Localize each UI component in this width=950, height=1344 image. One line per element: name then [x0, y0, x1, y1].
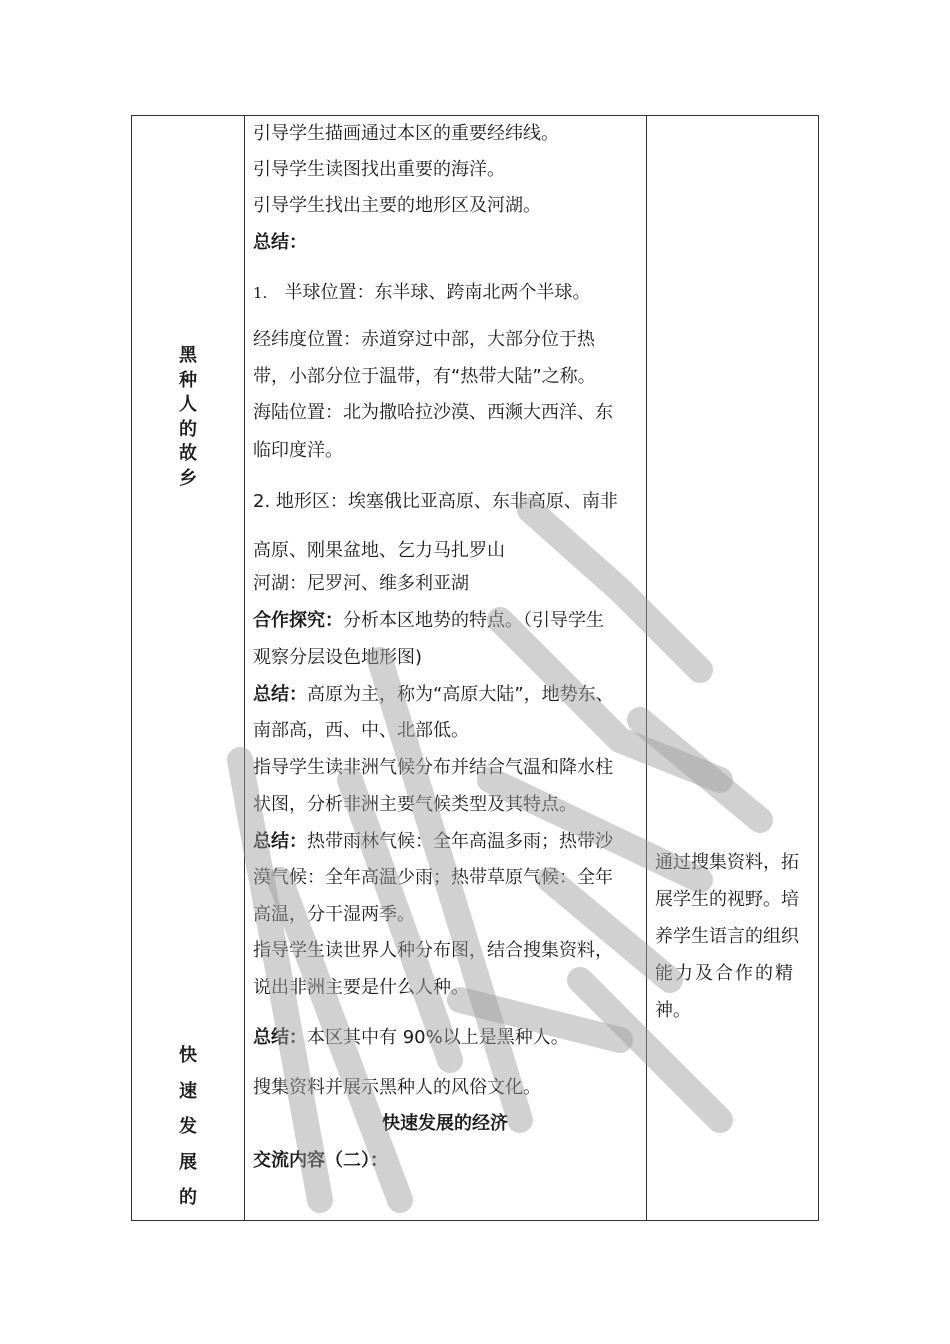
text-line: 指导学生读非洲气候分布并结合气温和降水柱 — [253, 757, 613, 778]
intent-line: 展学生的视野。培 — [655, 889, 799, 910]
text-line: 2. 地形区：埃塞俄比亚高原、东非高原、南非 — [253, 491, 618, 512]
text-line: 总结：本区其中有 90%以上是黑种人。 — [253, 1027, 569, 1048]
text-line: 海陆位置：北为撒哈拉沙漠、西濒大西洋、东 — [253, 402, 613, 423]
text-line: 引导学生找出主要的地形区及河湖。 — [253, 195, 541, 216]
text-line: 南部高，西、中、北部低。 — [253, 720, 469, 741]
summary-heading: 总结： — [253, 232, 307, 253]
text-line: 总结：热带雨林气候：全年高温多雨；热带沙 — [253, 831, 613, 852]
section-heading: 快速发展的经济 — [382, 1113, 508, 1134]
text-line: 合作探究：分析本区地势的特点。（引导学生 — [253, 610, 604, 631]
text-line: 河湖：尼罗河、维多利亚湖 — [253, 573, 469, 594]
text-line: 高温，分干湿两季。 — [253, 904, 415, 925]
text-line: 高原、刚果盆地、乞力马扎罗山 — [253, 540, 505, 561]
lesson-table — [131, 115, 819, 1221]
intent-line: 通过搜集资料，拓 — [655, 852, 799, 873]
subsection-heading: 交流内容（二）： — [253, 1150, 388, 1171]
topic-label-2: 快 速 发 展 的 — [179, 1045, 197, 1208]
topic-column — [132, 116, 244, 1220]
text-line: 引导学生描画通过本区的重要经纬线。 — [253, 123, 559, 144]
text-line: 漠气候：全年高温少雨；热带草原气候：全年 — [253, 867, 613, 888]
intent-line: 养学生语言的组织 — [655, 926, 799, 947]
text-line: 状图，分析非洲主要气候类型及其特点。 — [253, 794, 577, 815]
intent-line: 神。 — [655, 1000, 691, 1021]
text-line: 指导学生读世界人种分布图，结合搜集资料， — [253, 940, 613, 961]
text-line: 经纬度位置：赤道穿过中部，大部分位于热 — [253, 329, 595, 350]
teaching-process-column — [245, 116, 645, 1220]
text-line: 搜集资料并展示黑种人的风俗文化。 — [253, 1077, 541, 1098]
text-line: 说出非洲主要是什么人种。 — [253, 977, 469, 998]
topic-label-1: 黑 种 人 的 故 乡 — [179, 345, 197, 489]
text-line: 临印度洋。 — [253, 440, 343, 461]
text-line: 1. 半球位置：东半球、跨南北两个半球。 — [253, 282, 591, 303]
text-line: 观察分层设色地形图) — [253, 647, 423, 668]
intent-line: 能力及合作的精 — [655, 963, 795, 984]
text-line: 引导学生读图找出重要的海洋。 — [253, 159, 505, 180]
text-line: 总结：高原为主，称为“高原大陆”，地势东、 — [253, 684, 614, 705]
design-intent-column — [647, 116, 819, 1220]
text-line: 带，小部分位于温带，有“热带大陆”之称。 — [253, 366, 596, 387]
